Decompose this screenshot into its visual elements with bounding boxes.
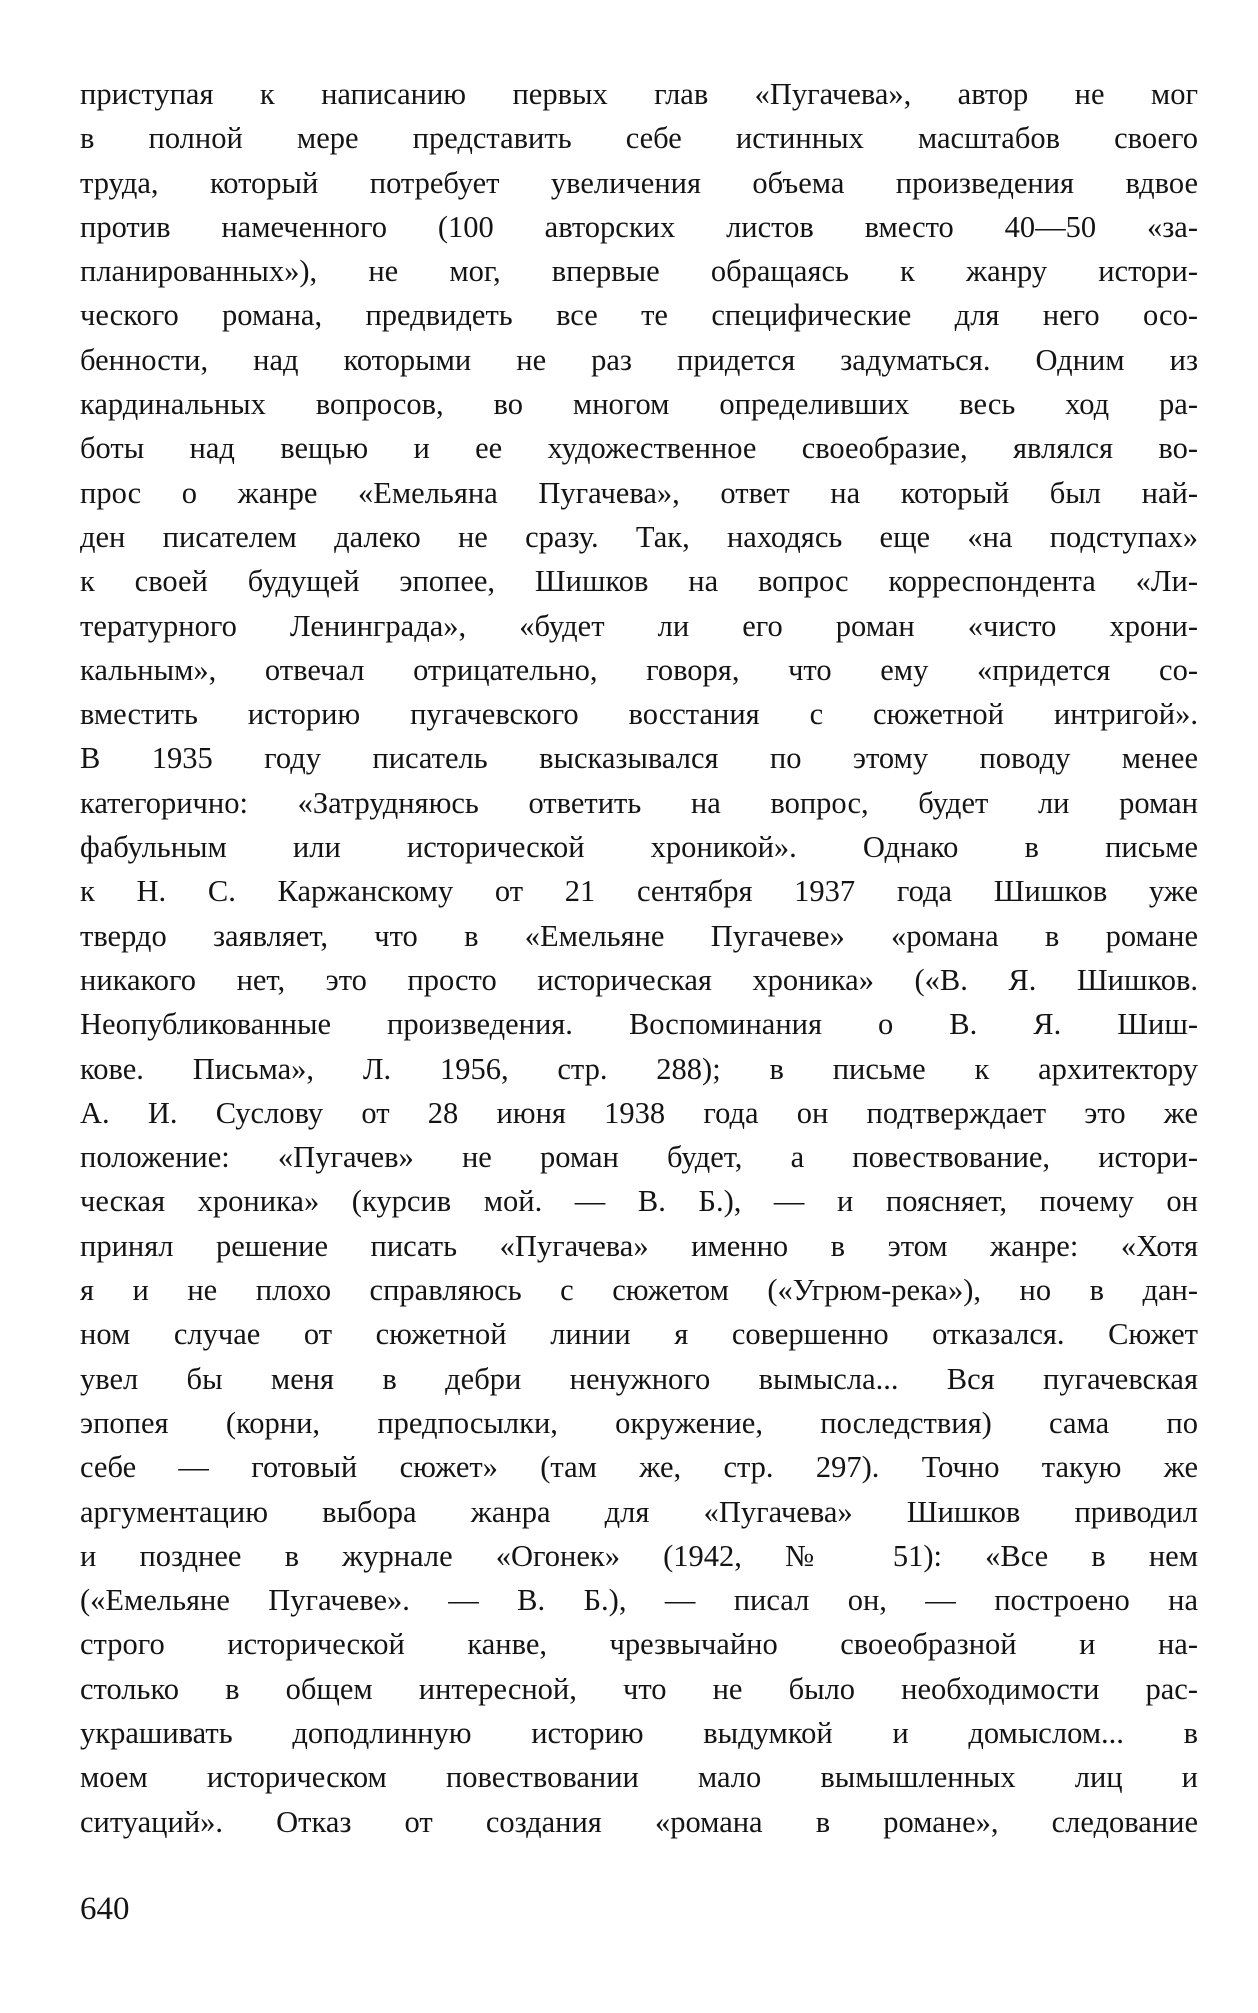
text-line: А. И. Суслову от 28 июня 1938 года он подтверждает это же	[80, 1095, 1198, 1130]
text-line: Неопубликованные произведения. Воспоминания о В. Я. Шиш-	[80, 1007, 1198, 1042]
text-line: к своей будущей эпопее, Шишков на вопрос корреспондента «Ли-	[80, 564, 1198, 599]
page-number: 640	[80, 1891, 130, 1927]
text-line: фабульным или исторической хроникой». Однако в письме	[80, 830, 1198, 865]
text-line: в полной мере представить себе истинных масштабов своего	[80, 121, 1198, 156]
text-line: эпопея (корни, предпосылки, окружение, последствия) сама по	[80, 1405, 1198, 1440]
text-line: бенности, над которыми не раз придется задуматься. Одним из	[80, 342, 1198, 377]
text-line: кардинальных вопросов, во многом определивших весь ход ра-	[80, 387, 1198, 422]
text-line: и позднее в журнале «Огонек» (1942, № 51): «Все в нем	[80, 1538, 1198, 1573]
text-line: к Н. С. Каржанскому от 21 сентября 1937 года Шишков уже	[80, 874, 1198, 909]
text-line: кове. Письма», Л. 1956, стр. 288); в письме к архитектору	[80, 1051, 1198, 1086]
text-line: ден писателем далеко не сразу. Так, находясь еще «на подступах»	[80, 519, 1198, 554]
text-line: ческая хроника» (курсив мой. — В. Б.), — и поясняет, почему он	[80, 1184, 1198, 1219]
text-line: ситуаций». Отказ от создания «романа в романе», следование	[80, 1804, 1198, 1839]
text-line: моем историческом повествовании мало вымышленных лиц и	[80, 1760, 1198, 1795]
text-line: ном случае от сюжетной линии я совершенно отказался. Сюжет	[80, 1317, 1198, 1352]
body-text	[80, 72, 1198, 1844]
text-line: положение: «Пугачев» не роман будет, а повествование, истори-	[80, 1140, 1198, 1175]
text-line: украшивать доподлинную историю выдумкой и домыслом... в	[80, 1715, 1198, 1750]
text-line: ческого романа, предвидеть все те специфические для него осо-	[80, 298, 1198, 333]
text-line: кальным», отвечал отрицательно, говоря, что ему «придется со-	[80, 652, 1198, 687]
text-line: планированных»), не мог, впервые обращаясь к жанру истори-	[80, 254, 1198, 289]
text-line: («Емельяне Пугачеве». — В. Б.), — писал он, — построено на	[80, 1583, 1198, 1618]
text-line: труда, который потребует увеличения объема произведения вдвое	[80, 165, 1198, 200]
text-line: приступая к написанию первых глав «Пугачева», автор не мог	[80, 77, 1198, 111]
text-line: принял решение писать «Пугачева» именно в этом жанре: «Хотя	[80, 1228, 1198, 1263]
text-line: столько в общем интересной, что не было необходимости рас-	[80, 1671, 1198, 1706]
text-line: твердо заявляет, что в «Емельяне Пугачеве» «романа в романе	[80, 918, 1198, 953]
text-line: никакого нет, это просто историческая хроника» («В. Я. Шишков.	[80, 962, 1198, 997]
text-line: строго исторической канве, чрезвычайно своеобразной и на-	[80, 1627, 1198, 1662]
text-line: себе — готовый сюжет» (там же, стр. 297). Точно такую же	[80, 1450, 1198, 1485]
text-line: увел бы меня в дебри ненужного вымысла... Вся пугачевская	[80, 1361, 1198, 1396]
book-page	[80, 72, 1198, 1992]
text-line: В 1935 году писатель высказывался по этому поводу менее	[80, 741, 1198, 776]
text-line: против намеченного (100 авторских листов вместо 40—50 «за-	[80, 209, 1198, 244]
text-line: тературного Ленинграда», «будет ли его роман «чисто хрони-	[80, 608, 1198, 643]
text-line: аргументацию выбора жанра для «Пугачева» Шишков приводил	[80, 1494, 1198, 1529]
text-line: прос о жанре «Емельяна Пугачева», ответ на который был най-	[80, 475, 1198, 510]
text-line: категорично: «Затрудняюсь ответить на вопрос, будет ли роман	[80, 785, 1198, 820]
text-line: я и не плохо справляюсь с сюжетом («Угрюм-река»), но в дан-	[80, 1273, 1198, 1308]
text-line: боты над вещью и ее художественное своеобразие, являлся во-	[80, 431, 1198, 466]
text-line: вместить историю пугачевского восстания с сюжетной интригой».	[80, 697, 1198, 732]
